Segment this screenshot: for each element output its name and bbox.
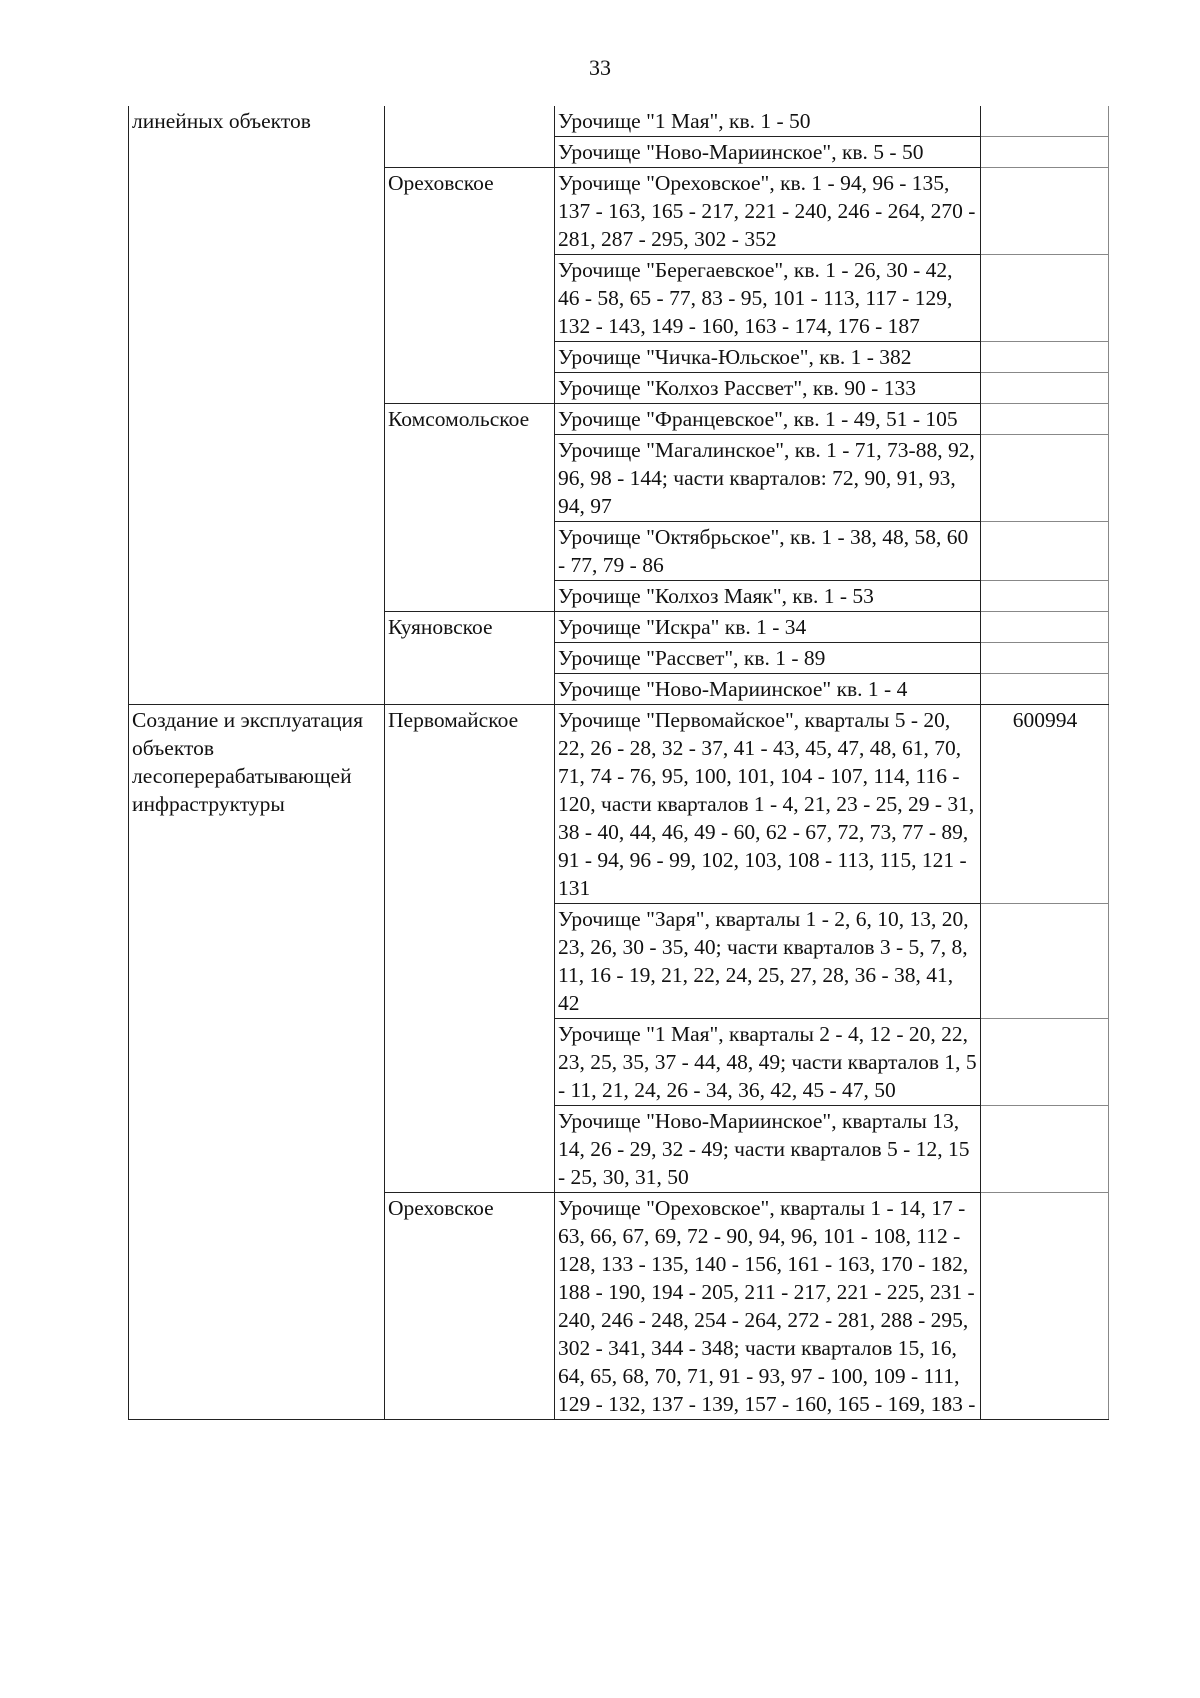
activity-cell bbox=[129, 1019, 385, 1106]
activity-cell bbox=[129, 612, 385, 643]
locality-cell bbox=[385, 373, 555, 404]
locality-cell bbox=[385, 106, 555, 137]
table-row bbox=[129, 373, 1109, 404]
locality-cell bbox=[385, 522, 555, 581]
locality-cell: Ореховское bbox=[385, 168, 555, 255]
locality-cell bbox=[385, 643, 555, 674]
locality-cell bbox=[385, 435, 555, 522]
table-row bbox=[129, 342, 1109, 373]
area-cell bbox=[981, 435, 1109, 522]
tract-cell: Урочище "Магалинское", кв. 1 - 71, 73-88, 92, 96, 98 - 144; части кварталов: 72, 90, 91, 93, 94, 97 bbox=[555, 435, 981, 522]
locality-cell bbox=[385, 342, 555, 373]
activity-cell bbox=[129, 373, 385, 404]
activity-cell bbox=[129, 643, 385, 674]
table-row bbox=[129, 106, 1109, 137]
area-cell bbox=[981, 904, 1109, 1019]
tract-cell: Урочище "Чичка-Юльское", кв. 1 - 382 bbox=[555, 342, 981, 373]
table-row bbox=[129, 612, 1109, 643]
area-cell bbox=[981, 1193, 1109, 1420]
tract-cell: Урочище "Ново-Мариинское", кварталы 13, 14, 26 - 29, 32 - 49; части кварталов 5 - 12, 15 - 25, 30, 31, 50 bbox=[555, 1106, 981, 1193]
table-row bbox=[129, 904, 1109, 1019]
table-row bbox=[129, 168, 1109, 255]
locality-cell: Комсомольское bbox=[385, 404, 555, 435]
area-cell bbox=[981, 1019, 1109, 1106]
area-cell bbox=[981, 255, 1109, 342]
activity-cell: линейных объектов bbox=[129, 106, 385, 137]
locality-cell bbox=[385, 255, 555, 342]
activity-cell bbox=[129, 904, 385, 1019]
activity-cell bbox=[129, 342, 385, 373]
table-row bbox=[129, 522, 1109, 581]
tract-cell: Урочище "1 Мая", кварталы 2 - 4, 12 - 20, 22, 23, 25, 35, 37 - 44, 48, 49; части кварталов 1, 5 - 11, 21, 24, 26 - 34, 36, 42, 45 - 47, 50 bbox=[555, 1019, 981, 1106]
locality-cell: Первомайское bbox=[385, 705, 555, 904]
tract-cell: Урочище "Заря", кварталы 1 - 2, 6, 10, 13, 20, 23, 26, 30 - 35, 40; части кварталов 3 - 5, 7, 8, 11, 16 - 19, 21, 22, 24, 25, 27, 28, 36 - 38, 41, 42 bbox=[555, 904, 981, 1019]
table-row bbox=[129, 643, 1109, 674]
tract-cell: Урочище "Октябрьское", кв. 1 - 38, 48, 58, 60 - 77, 79 - 86 bbox=[555, 522, 981, 581]
activity-cell bbox=[129, 1193, 385, 1420]
locality-cell: Куяновское bbox=[385, 612, 555, 643]
tract-cell: Урочище "Искра" кв. 1 - 34 bbox=[555, 612, 981, 643]
activity-cell bbox=[129, 581, 385, 612]
tract-cell: Урочище "Берегаевское", кв. 1 - 26, 30 - 42, 46 - 58, 65 - 77, 83 - 95, 101 - 113, 117 - 129, 132 - 143, 149 - 160, 163 - 174, 176 - 187 bbox=[555, 255, 981, 342]
tract-cell: Урочище "1 Мая", кв. 1 - 50 bbox=[555, 106, 981, 137]
tract-cell: Урочище "Ореховское", кварталы 1 - 14, 17 - 63, 66, 67, 69, 72 - 90, 94, 96, 101 - 108, 112 - 128, 133 - 135, 140 - 156, 161 - 163, 170 - 182, 188 - 190, 194 - 205, 211 - 217, 221 - 225, 231 - 240, 246 - 248, 254 - 264, 272 - 281, 288 - 295, 302 - 341, 344 - 348; части кварталов 15, 16, 64, 65, 68, 70, 71, 91 - 93, 97 - 100, 109 - 111, 129 - 132, 137 - 139, 157 - 160, 165 - 169, 183 - bbox=[555, 1193, 981, 1420]
activity-cell bbox=[129, 255, 385, 342]
area-cell bbox=[981, 137, 1109, 168]
locality-cell bbox=[385, 904, 555, 1019]
area-cell bbox=[981, 643, 1109, 674]
area-cell bbox=[981, 674, 1109, 705]
area-cell bbox=[981, 522, 1109, 581]
activity-cell bbox=[129, 404, 385, 435]
locality-cell bbox=[385, 674, 555, 705]
tract-cell: Урочище "Францевское", кв. 1 - 49, 51 - 105 bbox=[555, 404, 981, 435]
table-row bbox=[129, 1193, 1109, 1420]
activity-cell bbox=[129, 674, 385, 705]
area-cell bbox=[981, 1106, 1109, 1193]
page-number: 33 bbox=[589, 55, 611, 80]
area-cell bbox=[981, 106, 1109, 137]
area-cell bbox=[981, 612, 1109, 643]
area-cell: 600994 bbox=[981, 705, 1109, 904]
activity-cell bbox=[129, 168, 385, 255]
table-row bbox=[129, 404, 1109, 435]
area-cell bbox=[981, 168, 1109, 255]
table-row bbox=[129, 674, 1109, 705]
table-row bbox=[129, 581, 1109, 612]
locality-cell bbox=[385, 137, 555, 168]
activity-cell bbox=[129, 1106, 385, 1193]
tract-cell: Урочище "Ново-Мариинское", кв. 5 - 50 bbox=[555, 137, 981, 168]
tract-cell: Урочище "Ореховское", кв. 1 - 94, 96 - 135, 137 - 163, 165 - 217, 221 - 240, 246 - 264, 270 - 281, 287 - 295, 302 - 352 bbox=[555, 168, 981, 255]
table-row bbox=[129, 1019, 1109, 1106]
tract-cell: Урочище "Колхоз Рассвет", кв. 90 - 133 bbox=[555, 373, 981, 404]
locality-cell bbox=[385, 1019, 555, 1106]
table-row bbox=[129, 255, 1109, 342]
table-row bbox=[129, 435, 1109, 522]
activity-cell bbox=[129, 522, 385, 581]
table-row bbox=[129, 137, 1109, 168]
tract-cell: Урочище "Рассвет", кв. 1 - 89 bbox=[555, 643, 981, 674]
tract-cell: Урочище "Ново-Мариинское" кв. 1 - 4 bbox=[555, 674, 981, 705]
table-row bbox=[129, 1106, 1109, 1193]
area-cell bbox=[981, 404, 1109, 435]
locality-cell bbox=[385, 1106, 555, 1193]
tract-cell: Урочище "Колхоз Маяк", кв. 1 - 53 bbox=[555, 581, 981, 612]
forest-use-table bbox=[128, 106, 1109, 1420]
activity-cell: Создание и эксплуатация объектов лесоперерабатывающей инфраструктуры bbox=[129, 705, 385, 904]
tract-cell: Урочище "Первомайское", кварталы 5 - 20, 22, 26 - 28, 32 - 37, 41 - 43, 45, 47, 48, 61, 70, 71, 74 - 76, 95, 100, 101, 104 - 107, 114, 116 - 120, части кварталов 1 - 4, 21, 23 - 25, 29 - 31, 38 - 40, 44, 46, 49 - 60, 62 - 67, 72, 73, 77 - 89, 91 - 94, 96 - 99, 102, 103, 108 - 113, 115, 121 - 131 bbox=[555, 705, 981, 904]
area-cell bbox=[981, 342, 1109, 373]
table-row bbox=[129, 705, 1109, 904]
activity-cell bbox=[129, 137, 385, 168]
locality-cell bbox=[385, 581, 555, 612]
area-cell bbox=[981, 581, 1109, 612]
area-cell bbox=[981, 373, 1109, 404]
activity-cell bbox=[129, 435, 385, 522]
locality-cell: Ореховское bbox=[385, 1193, 555, 1420]
